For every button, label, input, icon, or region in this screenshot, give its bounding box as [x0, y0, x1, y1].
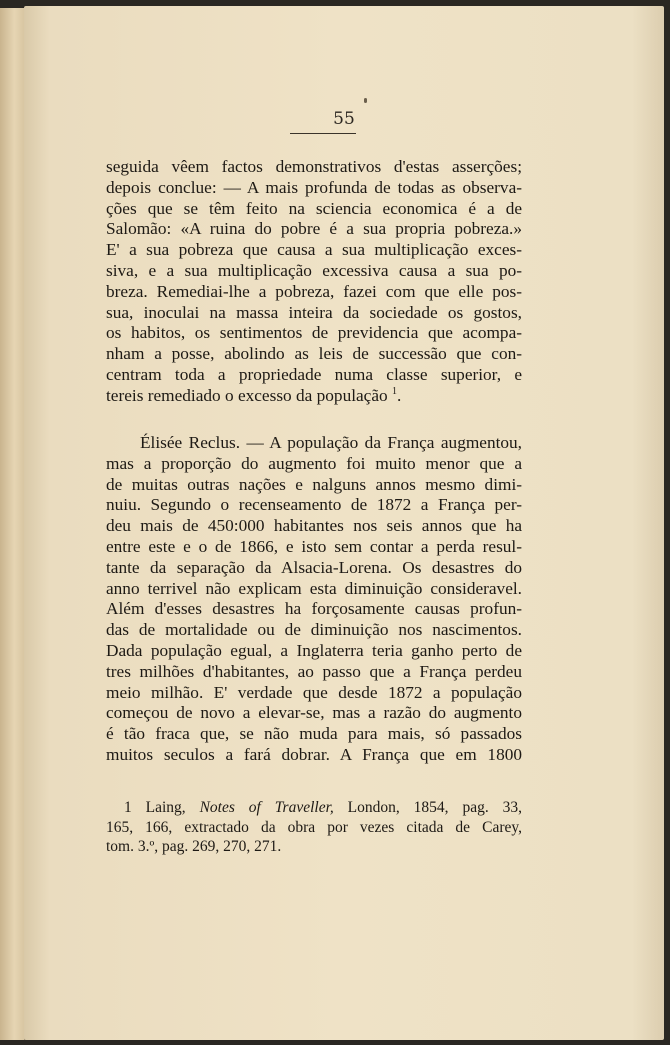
footnote-reference: 1 — [392, 386, 397, 397]
text-line: centram toda a propriedade numa classe superior, e — [106, 364, 522, 384]
text-line: tante da separação da Alsacia-Lorena. Os desastres do — [106, 557, 522, 577]
text-line: Além d'esses desastres ha forçosamente causas profun- — [106, 599, 522, 619]
footnote-imprint: London, 1854, pag. 33, — [347, 799, 522, 816]
footnote-title: Notes of Traveller, — [199, 799, 334, 816]
text-line: das de mortalidade ou de diminuição nos nascimentos. — [106, 620, 522, 640]
footnote-line: 165, 166, extractado da obra por vezes citada de Carey, — [106, 818, 522, 836]
text-line: os habitos, os sentimentos de previdencia que acompa- — [106, 323, 522, 343]
text-line: tres milhões d'habitantes, ao passo que a França perdeu — [106, 661, 522, 681]
text-line: sua, inoculai na massa inteira da sociedade os gostos, — [106, 302, 522, 322]
text-line: Élisée Reclus. — A população da França augmentou, — [140, 433, 522, 452]
footnote-marker: 1 — [124, 799, 132, 816]
text-line: meio milhão. E' verdade que desde 1872 a população — [106, 682, 522, 702]
text-line: nuiu. Segundo o recenseamento de 1872 a França per- — [106, 495, 522, 515]
text-line: deu mais de 450:000 habitantes nos seis annos que ha — [106, 516, 522, 536]
text-line: anno terrivel não explicam esta diminuição consideravel. — [106, 578, 522, 598]
text-line: depois conclue: — A mais profunda de todas as observa- — [106, 177, 522, 197]
text-line: Dada população egual, a Inglaterra teria ganho perto de — [106, 640, 522, 660]
footnote — [106, 798, 522, 857]
text-line: nham a posse, abolindo as leis de successão que con- — [106, 344, 522, 364]
text-line: entre este e o de 1866, e isto sem contar a perda resul- — [106, 536, 522, 556]
paragraph-2 — [106, 433, 522, 766]
text-line: mas a proporção do augmento foi muito menor que a — [106, 453, 522, 473]
text-line: E' a sua pobreza que causa a sua multiplicação exces- — [106, 240, 522, 260]
footnote-line: tom. 3.º, pag. 269, 270, 271. — [106, 838, 282, 855]
text-line: ções que se têm feito na sciencia economica é a de — [106, 198, 522, 218]
text-line: de muitas outras nações e nalguns annos mesmo dimi- — [106, 474, 522, 494]
text-line: muitos seculos a fará dobrar. A França que em 1800 — [106, 744, 522, 764]
text-line: tereis remediado o excesso da população — [106, 385, 388, 405]
book-page — [24, 6, 664, 1040]
text-line: é tão fraca que, se não muda para mais, só passados — [106, 724, 522, 744]
text-line: seguida vêem factos demonstrativos d'estas asserções; — [106, 157, 522, 176]
paragraph-1 — [106, 157, 522, 407]
text-line: começou de novo a elevar-se, mas a razão do augmento — [106, 703, 522, 723]
page-number: 55 — [333, 109, 355, 129]
left-page-edge — [0, 8, 25, 1040]
text-line: Salomão: «A ruina do pobre é a sua propria pobreza.» — [106, 219, 522, 239]
text-line: siva, e a sua multiplicação excessiva causa a sua po- — [106, 260, 522, 280]
footnote-line — [106, 798, 522, 818]
footnote-author: Laing, — [145, 799, 186, 816]
ink-speck — [364, 98, 367, 103]
text-line: breza. Remediai-lhe a pobreza, fazei com que elle pos- — [106, 281, 522, 301]
header-rule — [290, 133, 356, 134]
text-line-last: tereis remediado o excesso da população $^1$. — [106, 385, 402, 405]
